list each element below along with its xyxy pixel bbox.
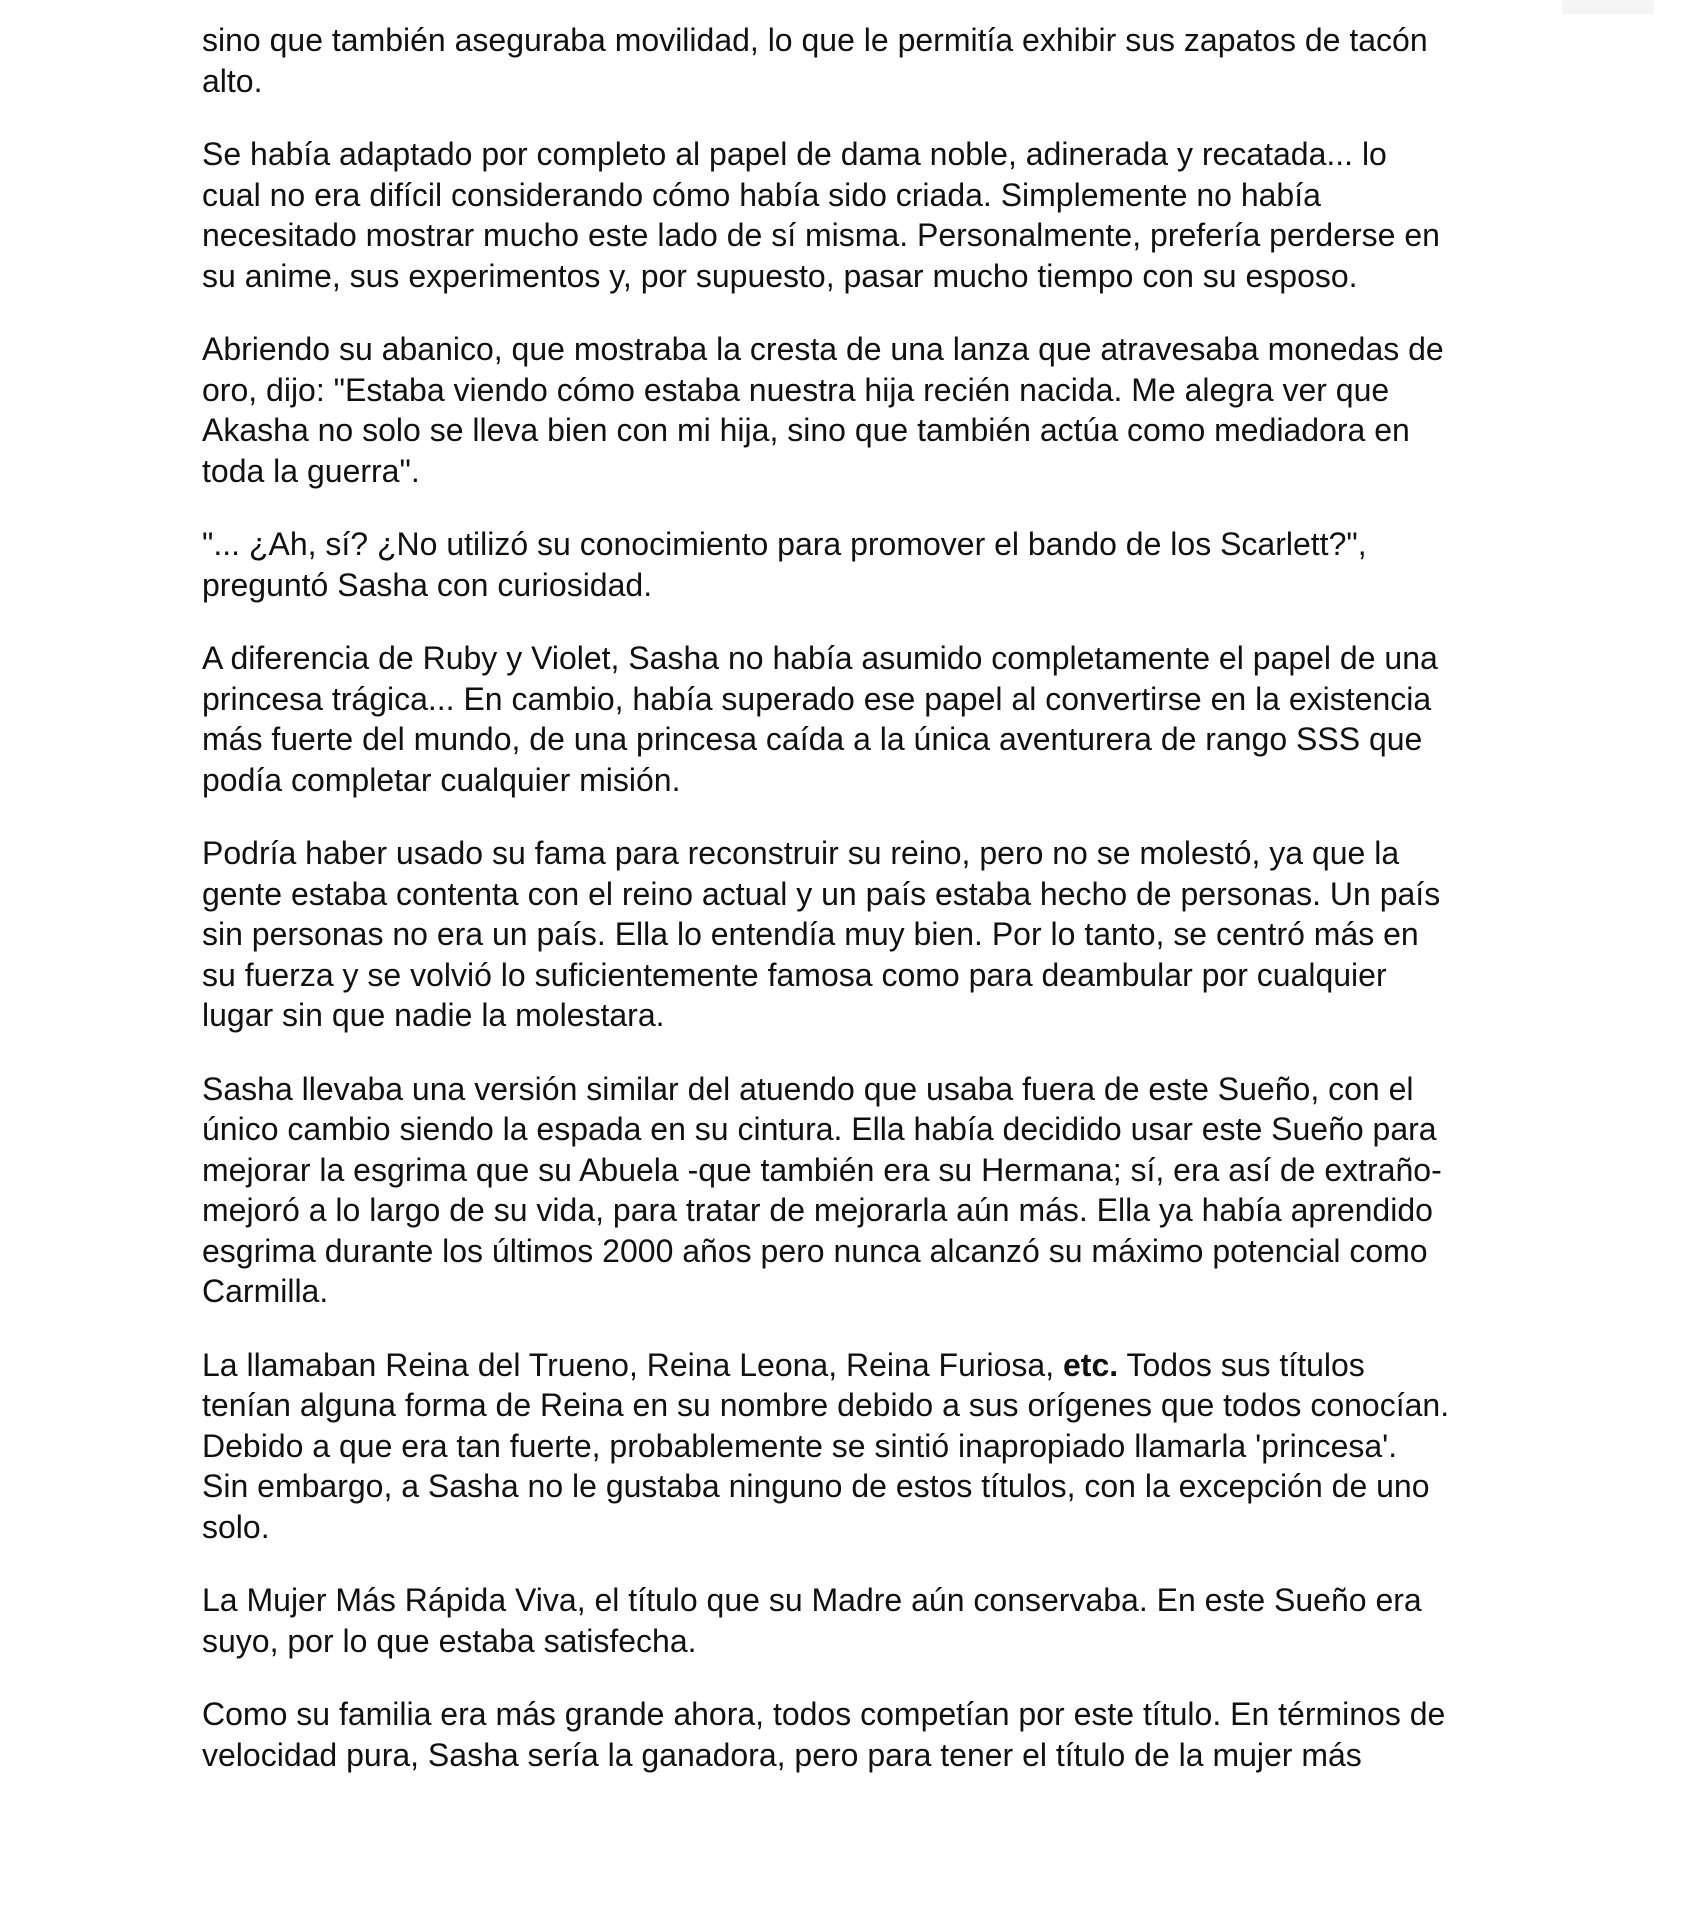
paragraph: A diferencia de Ruby y Violet, Sasha no había asumido completamente el papel de una princesa trágica... En cambio, había superado ese papel al convertirse en la existencia más fuerte del mundo, de una princesa caída a la única aventurera de rango SSS que podía completar cualquier misión. <box>202 640 1438 798</box>
paragraph: sino que también aseguraba movilidad, lo que le permitía exhibir sus zapatos de tacón alto. <box>202 22 1428 99</box>
paragraph: Como su familia era más grande ahora, todos competían por este título. En términos de velocidad pura, Sasha sería la ganadora, pero para tener el título de la mujer más <box>202 1696 1446 1773</box>
paragraph: Sasha llevaba una versión similar del atuendo que usaba fuera de este Sueño, con el único cambio siendo la espada en su cintura. Ella había decidido usar este Sueño para mejorar la esgrima que su Abuela -que también era su Hermana; sí, era así de extraño- mejoró a lo largo de su vida, para tratar de mejorarla aún más. Ella ya había aprendido esgrima durante los últimos 2000 años pero nunca alcanzó su máximo potencial como Carmilla. <box>202 1070 1442 1309</box>
titles-paragraph-end: Todos sus títulos tenían alguna forma de Reina en su nombre debido a sus orígenes que todos conocían. Debido a que era tan fuerte, probablemente se sintió inapropiado llamarla 'princesa'. Sin embargo, a Sasha no le gustaba ninguno de estos títulos, con la excepción de uno solo. <box>202 1346 1450 1545</box>
paragraph: La Mujer Más Rápida Viva, el título que su Madre aún conservaba. En este Sueño era suyo, por lo que estaba satisfecha. <box>202 1582 1422 1659</box>
paragraph: "... ¿Ah, sí? ¿No utilizó su conocimiento para promover el bando de los Scarlett?", preguntó Sasha con curiosidad. <box>202 526 1367 603</box>
paragraph: Podría haber usado su fama para reconstruir su reino, pero no se molestó, ya que la gente estaba contenta con el reino actual y un país estaba hecho de personas. Un país sin personas no era un país. Ella lo entendía muy bien. Por lo tanto, se centró más en su fuerza y se volvió lo suficientemente famosa como para deambular por cualquier lugar sin que nadie la molestara. <box>202 835 1441 1033</box>
text-body <box>202 20 1527 1808</box>
titles-paragraph-bold: etc. <box>1062 1346 1119 1383</box>
paragraph: Se había adaptado por completo al papel de dama noble, adinerada y recatada... lo cual no era difícil considerando cómo había sido criada. Simplemente no había necesitado mostrar mucho este lado de sí misma. Personalmente, prefería perderse en su anime, sus experimentos y, por supuesto, pasar mucho tiempo con su esposo. <box>202 136 1440 294</box>
page-corner-mark <box>1562 0 1654 14</box>
titles-paragraph <box>202 1345 1527 1548</box>
paragraph: Abriendo su abanico, que mostraba la cresta de una lanza que atravesaba monedas de oro, dijo: "Estaba viendo cómo estaba nuestra hija recién nacida. Me alegra ver que Akasha no solo se lleva bien con mi hija, sino que también actúa como mediadora en toda la guerra". <box>202 331 1444 489</box>
titles-paragraph-start: La llamaban Reina del Trueno, Reina Leona, Reina Furiosa, <box>202 1346 1063 1383</box>
